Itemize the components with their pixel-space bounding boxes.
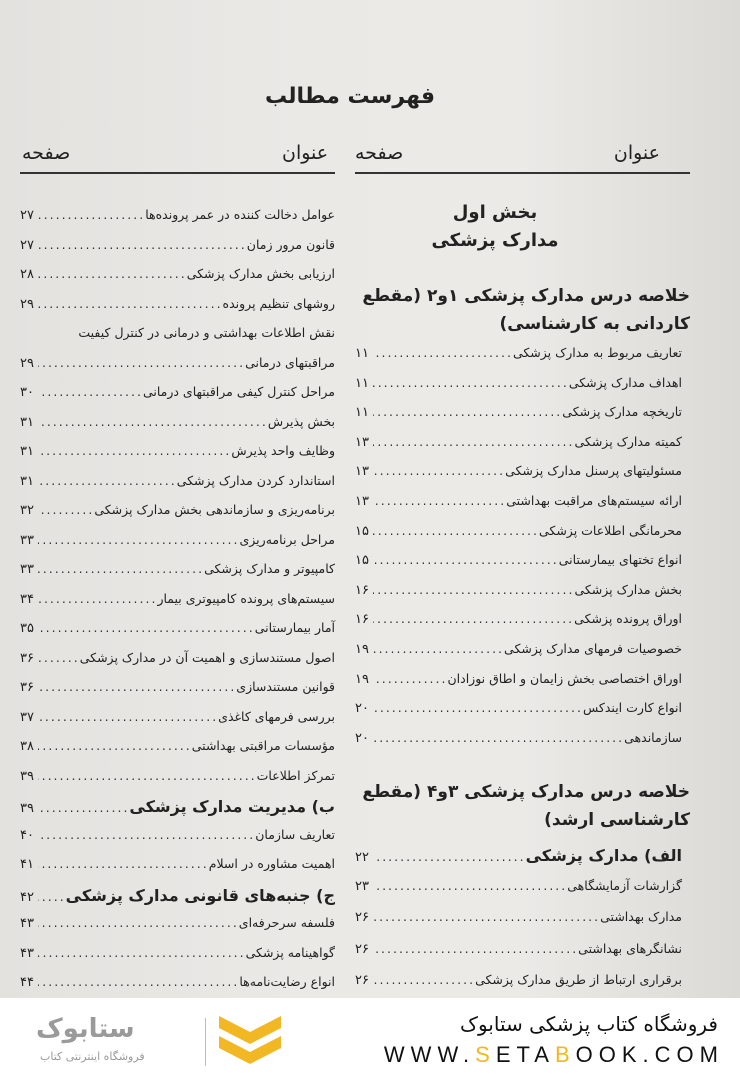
- store-footer: [0, 998, 740, 1080]
- dot-leader: [38, 679, 236, 694]
- toc-entry-title: کامپیوتر و مدارک پزشکی: [204, 561, 335, 576]
- toc-entry: [355, 375, 682, 395]
- dot-leader: [373, 909, 600, 924]
- toc-entry-page: ۲۹: [20, 296, 34, 312]
- toc-entry-page: ۱۳: [355, 494, 369, 509]
- toc-entry-page: ۱۱: [355, 405, 369, 421]
- toc-entry-page: ۲۶: [355, 910, 369, 925]
- toc-entry: [20, 709, 335, 729]
- url-part: S: [475, 1042, 496, 1067]
- toc-entry-page: ۲۸: [20, 267, 34, 282]
- toc-entry: [20, 384, 335, 404]
- toc-entry-title: گواهینامه پزشکی: [245, 944, 335, 960]
- url-part: OOK.COM: [575, 1042, 724, 1067]
- toc-entry-page: ۱۹: [355, 671, 369, 687]
- toc-entry: [355, 582, 682, 602]
- toc-entry: [20, 355, 335, 375]
- dot-leader: [373, 730, 624, 745]
- toc-entry: [355, 909, 682, 929]
- toc-entry-title: آمار بیمارستانی: [254, 620, 335, 635]
- dot-leader: [373, 345, 513, 360]
- section-heading: کاردانی به کارشناسی): [499, 314, 690, 334]
- dot-leader: [373, 582, 574, 597]
- toc-entry-title: بررسی فرمهای کاغذی: [218, 708, 335, 724]
- section-heading: کارشناسی ارشد): [544, 810, 690, 830]
- left-column-divider: [20, 172, 335, 174]
- toc-entry-page: ۱۶: [355, 582, 369, 598]
- dot-leader: [38, 414, 268, 429]
- dot-leader: [373, 700, 583, 715]
- toc-entry-page: ۲۰: [355, 730, 369, 746]
- toc-entry: [355, 552, 682, 572]
- toc-entry: [20, 945, 335, 965]
- toc-entry-title: سازماندهی: [624, 729, 682, 745]
- dot-leader: [373, 463, 505, 478]
- dot-leader: [373, 972, 475, 987]
- toc-entry-page: ۲۰: [355, 701, 369, 717]
- toc-entry: [20, 827, 335, 847]
- dot-leader: [38, 561, 204, 576]
- toc-entry-title: تمرکز اطلاعات: [256, 767, 335, 783]
- toc-entry-title: کمیته مدارک پزشکی: [574, 433, 682, 449]
- toc-entry-title: مراحل کنترل کیفی مراقبتهای درمانی: [142, 384, 335, 399]
- toc-entry: [355, 611, 682, 631]
- toc-entry: [20, 797, 335, 817]
- dot-leader: [38, 266, 187, 281]
- url-part: ETA: [495, 1042, 555, 1067]
- dot-leader: [373, 671, 448, 686]
- toc-entry-page: ۲۷: [20, 208, 34, 223]
- toc-entry-title: فلسفه سرحرفه‌ای: [238, 915, 335, 930]
- toc-entry-title: ج) جنبه‌های قانونی مدارک پزشکی: [65, 885, 335, 905]
- toc-entry-page: ۲۲: [355, 850, 369, 865]
- toc-entry-page: ۴۴: [20, 975, 34, 990]
- toc-entry-page: ۳۳: [20, 532, 34, 548]
- toc-entry: [20, 443, 335, 463]
- toc-entry-page: ۳۶: [20, 650, 34, 666]
- toc-entry-page: ۲۶: [355, 973, 369, 988]
- part-heading: بخش اول: [452, 202, 538, 223]
- dot-leader: [373, 493, 506, 508]
- toc-entry: [355, 523, 682, 543]
- dot-leader: [373, 611, 574, 626]
- toc-entry-title: اهمیت مشاوره در اسلام: [208, 856, 335, 871]
- toc-entry-page: ۱۶: [355, 612, 369, 628]
- dot-leader: [373, 641, 504, 656]
- shop-name: فروشگاه کتاب پزشکی ستابوک: [460, 1012, 718, 1036]
- toc-entry: [20, 620, 335, 640]
- toc-entry-page: ۳۹: [20, 768, 34, 784]
- toc-entry: [355, 730, 682, 750]
- toc-entry: [355, 878, 682, 898]
- toc-entry: [20, 561, 335, 581]
- section-heading: خلاصه درس مدارک پزشکی ۱و۲ (مقطع: [362, 286, 690, 306]
- toc-entry-page: ۴۳: [20, 945, 34, 961]
- dot-leader: [38, 473, 177, 488]
- toc-entry-page: ۳۸: [20, 739, 34, 754]
- toc-entry: [355, 846, 682, 866]
- toc-entry: [355, 641, 682, 661]
- toc-entry-page: ۳۵: [20, 621, 34, 636]
- toc-entry: [355, 972, 682, 992]
- dot-leader: [38, 296, 223, 311]
- dot-leader: [373, 849, 526, 864]
- setabook-logo-icon: [215, 1012, 285, 1068]
- toc-entry: [20, 532, 335, 552]
- page-title: فهرست مطالب: [264, 84, 436, 109]
- toc-entry-title: الف) مدارک پزشکی: [525, 846, 682, 865]
- toc-entry-page: ۴۳: [20, 916, 34, 931]
- toc-entry-page: ۱۱: [355, 346, 369, 361]
- toc-entry: [20, 738, 335, 758]
- dot-leader: [38, 827, 255, 842]
- url-part: B: [554, 1042, 576, 1067]
- toc-entry-page: ۳۴: [20, 591, 34, 607]
- toc-entry-title: بخش مدارک پزشکی: [574, 581, 682, 597]
- toc-entry-page: ۳۹: [20, 801, 34, 816]
- toc-entry-page: ۱۱: [355, 375, 369, 391]
- toc-entry: [20, 473, 335, 493]
- toc-entry: [355, 493, 682, 513]
- toc-entry-page: ۲۹: [20, 355, 34, 371]
- dot-leader: [373, 375, 569, 390]
- dot-leader: [38, 889, 66, 904]
- toc-entry-title: مسئولیتهای پرسنل مدارک پزشکی: [505, 463, 682, 479]
- toc-entry: [20, 915, 335, 935]
- dot-leader: [373, 878, 567, 893]
- toc-entry-title: وظایف واحد پذیرش: [231, 443, 335, 458]
- toc-entry-title: تعاریف مربوط به مدارک پزشکی: [512, 345, 682, 360]
- toc-entry: [20, 768, 335, 788]
- dot-leader: [38, 650, 80, 665]
- toc-entry-page: ۳۱: [20, 444, 34, 459]
- toc-entry: [355, 941, 682, 961]
- toc-entry-title: نقش اطلاعات بهداشتی و درمانی در کنترل کیفیت: [78, 325, 335, 340]
- toc-entry: [20, 325, 335, 345]
- toc-entry-page: ۴۰: [20, 827, 34, 843]
- toc-entry-title: نشانگرهای بهداشتی: [578, 940, 682, 956]
- url-part: WWW.: [383, 1042, 476, 1067]
- logo-subtitle: فروشگاه اینترنتی کتاب: [40, 1050, 145, 1063]
- toc-entry-title: عوامل دخالت کننده در عمر پرونده‌ها: [145, 207, 335, 222]
- dot-leader: [38, 355, 245, 370]
- toc-entry-page: ۱۳: [355, 434, 369, 450]
- toc-entry-title: برقراری ارتباط از طریق مدارک پزشکی: [475, 972, 682, 987]
- toc-entry-title: ارزیابی بخش مدارک پزشکی: [186, 266, 335, 281]
- toc-entry-page: ۴۲: [20, 889, 34, 905]
- dot-leader: [38, 915, 239, 930]
- dot-leader: [38, 532, 240, 547]
- toc-entry: [355, 404, 682, 424]
- dot-leader: [38, 443, 231, 458]
- toc-entry: [20, 974, 335, 994]
- toc-entry-page: ۱۳: [355, 464, 369, 480]
- toc-entry-title: اصول مستندسازی و اهمیت آن در مدارک پزشکی: [79, 649, 335, 665]
- toc-entry: [355, 345, 682, 365]
- toc-entry-title: اوراق اختصاصی بخش زایمان و اطاق نوزادان: [447, 670, 682, 686]
- toc-entry-page: ۳۷: [20, 709, 34, 725]
- dot-leader: [373, 523, 539, 538]
- toc-entry-title: ارائه سیستم‌های مراقبت بهداشتی: [506, 493, 682, 508]
- part-subheading: مدارک پزشکی: [431, 230, 559, 251]
- toc-entry-title: مدارک بهداشتی: [600, 909, 682, 924]
- logo-divider: [205, 1018, 206, 1066]
- toc-entry-page: ۱۹: [355, 642, 369, 657]
- toc-entry: [20, 886, 335, 906]
- dot-leader: [38, 974, 239, 989]
- right-column-divider: [355, 172, 690, 174]
- dot-leader: [373, 434, 575, 449]
- toc-entry-title: بخش پذیرش: [267, 413, 335, 429]
- dot-leader: [38, 709, 218, 724]
- store-url[interactable]: [384, 1042, 724, 1068]
- toc-entry-title: مراحل برنامه‌ریزی: [239, 531, 335, 547]
- toc-entry-title: تعاریف سازمان: [255, 826, 335, 842]
- toc-entry-page: ۱۵: [355, 523, 369, 539]
- dot-leader: [38, 620, 255, 635]
- toc-entry-title: برنامه‌ریزی و سازماندهی بخش مدارک پزشکی: [94, 502, 335, 517]
- toc-entry-title: قوانین مستندسازی: [236, 679, 335, 694]
- dot-leader: [373, 941, 578, 956]
- toc-entry-title: قانون مرور زمان: [246, 236, 335, 252]
- toc-entry: [20, 856, 335, 876]
- toc-entry-title: تاریخچه مدارک پزشکی: [562, 404, 682, 420]
- toc-entry: [355, 700, 682, 720]
- dot-leader: [38, 800, 129, 815]
- dot-leader: [38, 945, 246, 960]
- right-column-title-header: عنوان: [613, 142, 660, 164]
- left-column-title-header: عنوان: [282, 142, 329, 164]
- toc-entry-page: ۳۰: [20, 385, 34, 400]
- toc-entry: [20, 650, 335, 670]
- toc-entry-title: اهداف مدارک پزشکی: [568, 374, 682, 390]
- right-column-page-header: صفحه: [355, 142, 404, 164]
- toc-entry: [355, 463, 682, 483]
- dot-leader: [38, 738, 192, 753]
- toc-entry-page: ۳۶: [20, 680, 34, 695]
- dot-leader: [373, 404, 562, 419]
- toc-entry-title: گزارشات آزمایشگاهی: [567, 877, 682, 893]
- toc-entry-title: انواع رضایت‌نامه‌ها: [239, 974, 335, 989]
- toc-entry: [20, 502, 335, 522]
- toc-entry-page: ۲۳: [355, 878, 369, 894]
- toc-entry: [20, 296, 335, 316]
- toc-entry-title: مراقبتهای درمانی: [245, 354, 335, 370]
- toc-entry: [20, 237, 335, 257]
- toc-entry-title: روشهای تنظیم پرونده: [222, 295, 335, 311]
- toc-entry-page: ۳۲: [20, 503, 34, 518]
- toc-entry-page: ۲۷: [20, 237, 34, 253]
- dot-leader: [38, 207, 145, 222]
- toc-entry: [20, 679, 335, 699]
- section-heading: خلاصه درس مدارک پزشکی ۳و۴ (مقطع: [362, 782, 690, 802]
- toc-entry-title: ب) مدیریت مدارک پزشکی: [129, 797, 335, 816]
- toc-entry: [20, 207, 335, 227]
- toc-entry: [355, 434, 682, 454]
- toc-entry-title: خصوصیات فرمهای مدارک پزشکی: [504, 641, 682, 656]
- toc-entry-title: انواع تختهای بیمارستانی: [558, 552, 682, 568]
- toc-entry-title: انواع کارت ایندکس: [582, 700, 682, 716]
- left-column-page-header: صفحه: [22, 142, 71, 164]
- toc-entry: [355, 671, 682, 691]
- toc-entry-page: ۲۶: [355, 941, 369, 957]
- toc-entry-title: محرمانگی اطلاعات پزشکی: [539, 522, 682, 538]
- dot-leader: [38, 768, 257, 783]
- toc-entry-page: ۱۵: [355, 553, 369, 569]
- logo-text: ستابوک: [36, 1014, 135, 1044]
- dot-leader: [373, 552, 559, 567]
- toc-entry: [20, 414, 335, 434]
- dot-leader: [38, 384, 143, 399]
- toc-entry-page: ۴۱: [20, 857, 34, 872]
- toc-entry: [20, 266, 335, 286]
- toc-entry-title: سیستم‌های پرونده کامپیوتری بیمار: [157, 590, 335, 606]
- dot-leader: [38, 856, 209, 871]
- dot-leader: [38, 237, 247, 252]
- toc-entry-page: ۳۱: [20, 473, 34, 489]
- dot-leader: [38, 591, 157, 606]
- toc-entry-page: ۳۱: [20, 414, 34, 430]
- toc-entry-title: مؤسسات مراقبتی بهداشتی: [191, 738, 335, 753]
- toc-entry-title: استاندارد کردن مدارک پزشکی: [176, 472, 335, 488]
- dot-leader: [38, 502, 94, 517]
- toc-entry-title: اوراق پرونده پزشکی: [574, 611, 682, 627]
- toc-entry: [20, 591, 335, 611]
- toc-entry-page: ۳۳: [20, 562, 34, 577]
